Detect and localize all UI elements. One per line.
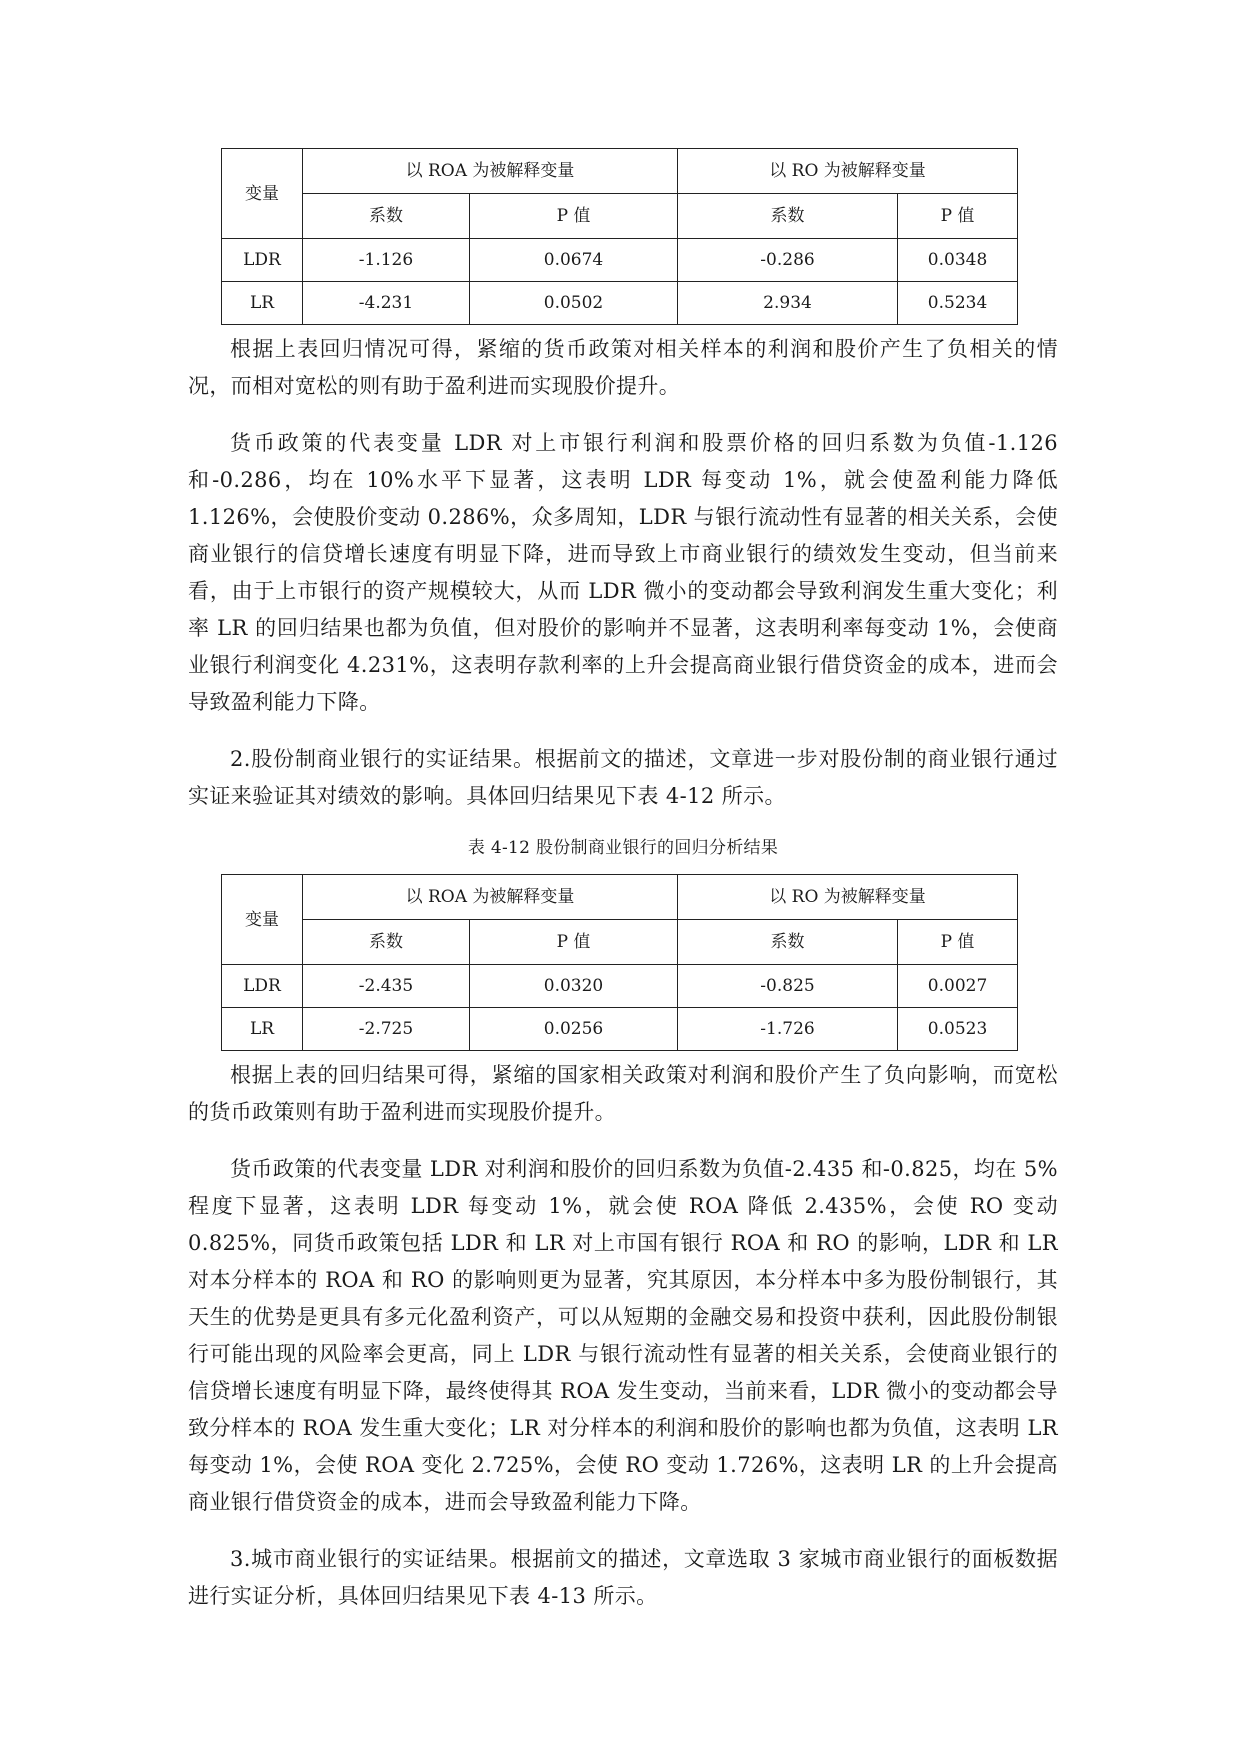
paragraph: 货币政策的代表变量 LDR 对上市银行利润和股票价格的回归系数为负值-1.126 和-0.286，均在 10%水平下显著，这表明 LDR 每变动 1%，就会使盈利能力降低 1.126%，会使股价变动 0.286%，众多周知，LDR 与银行流动性有显著的相关关系，会使商业银行的信贷增长速度有明显下降，进而导致上市商业银行的绩效发生变动，但当前来看，由于上市银行的资产规模较大，从而 LDR 微小的变动都会导致利润发生重大变化；利率 LR 的回归结果也都为负值，但对股价的影响并不显著，这表明利率每变动 1%，会使商业银行利润变化 4.231%，这表明存款利率的上升会提高商业银行借贷资金的成本，进而会导致盈利能力下降。 xyxy=(188,431,1058,714)
ro-p-header: P 值 xyxy=(898,194,1018,239)
regression-table-2 xyxy=(221,874,1018,1051)
roa-coef-header: 系数 xyxy=(303,194,470,239)
table-row xyxy=(222,239,1018,282)
ro-p-cell: 0.0523 xyxy=(898,1008,1018,1051)
roa-coef-header: 系数 xyxy=(303,920,470,965)
paragraph: 根据上表的回归结果可得，紧缩的国家相关政策对利润和股价产生了负向影响，而宽松的货币政策则有助于盈利进而实现股价提升。 xyxy=(188,1063,1058,1124)
paragraph: 根据上表回归情况可得，紧缩的货币政策对相关样本的利润和股价产生了负相关的情况，而相对宽松的则有助于盈利进而实现股价提升。 xyxy=(188,337,1058,398)
regression-table-1 xyxy=(221,148,1018,325)
roa-group-header: 以 ROA 为被解释变量 xyxy=(303,149,678,194)
roa-group-header: 以 ROA 为被解释变量 xyxy=(303,875,678,920)
ro-coef-cell: -1.726 xyxy=(678,1008,898,1051)
roa-p-cell: 0.0674 xyxy=(470,239,678,282)
ro-group-header: 以 RO 为被解释变量 xyxy=(678,875,1018,920)
roa-p-header: P 值 xyxy=(470,194,678,239)
roa-coef-cell: -2.435 xyxy=(303,965,470,1008)
ro-coef-cell: 2.934 xyxy=(678,282,898,325)
ro-p-cell: 0.0027 xyxy=(898,965,1018,1008)
roa-coef-cell: -2.725 xyxy=(303,1008,470,1051)
variable-cell: LR xyxy=(222,1008,303,1051)
table-corner-cell: 变量 xyxy=(222,875,303,965)
paragraph: 货币政策的代表变量 LDR 对利润和股价的回归系数为负值-2.435 和-0.825，均在 5%程度下显著，这表明 LDR 每变动 1%，就会使 ROA 降低 2.435%，会使 RO 变动 0.825%，同货币政策包括 LDR 和 LR 对上市国有银行 ROA 和 RO 的影响，LDR 和 LR 对本分样本的 ROA 和 RO 的影响则更为显著，究其原因，本分样本中多为股份制银行，其天生的优势是更具有多元化盈利资产，可以从短期的金融交易和投资中获利，因此股份制银行可能出现的风险率会更高，同上 LDR 与银行流动性有显著的相关关系，会使商业银行的信贷增长速度有明显下降，最终使得其 ROA 发生变动，当前来看，LDR 微小的变动都会导致分样本的 ROA 发生重大变化；LR 对分样本的利润和股价的影响也都为负值，这表明 LR 每变动 1%，会使 ROA 变化 2.725%，会使 RO 变动 1.726%，这表明 LR 的上升会提高商业银行借贷资金的成本，进而会导致盈利能力下降。 xyxy=(188,1157,1058,1514)
ro-coef-cell: -0.286 xyxy=(678,239,898,282)
roa-coef-cell: -1.126 xyxy=(303,239,470,282)
roa-p-header: P 值 xyxy=(470,920,678,965)
paragraph: 3.城市商业银行的实证结果。根据前文的描述，文章选取 3 家城市商业银行的面板数据进行实证分析，具体回归结果见下表 4-13 所示。 xyxy=(188,1547,1058,1608)
ro-p-cell: 0.0348 xyxy=(898,239,1018,282)
table-row xyxy=(222,965,1018,1008)
ro-p-header: P 值 xyxy=(898,920,1018,965)
table-caption: 表 4-12 股份制商业银行的回归分析结果 xyxy=(467,838,779,858)
document-page xyxy=(188,148,1058,1615)
roa-p-cell: 0.0320 xyxy=(470,965,678,1008)
ro-p-cell: 0.5234 xyxy=(898,282,1018,325)
ro-coef-cell: -0.825 xyxy=(678,965,898,1008)
ro-coef-header: 系数 xyxy=(678,194,898,239)
table-corner-cell: 变量 xyxy=(222,149,303,239)
variable-cell: LDR xyxy=(222,239,303,282)
variable-cell: LR xyxy=(222,282,303,325)
ro-coef-header: 系数 xyxy=(678,920,898,965)
table-row xyxy=(222,1008,1018,1051)
table-row xyxy=(222,282,1018,325)
paragraph: 2.股份制商业银行的实证结果。根据前文的描述，文章进一步对股份制的商业银行通过实证来验证其对绩效的影响。具体回归结果见下表 4-12 所示。 xyxy=(188,747,1058,808)
roa-p-cell: 0.0256 xyxy=(470,1008,678,1051)
roa-coef-cell: -4.231 xyxy=(303,282,470,325)
variable-cell: LDR xyxy=(222,965,303,1008)
ro-group-header: 以 RO 为被解释变量 xyxy=(678,149,1018,194)
roa-p-cell: 0.0502 xyxy=(470,282,678,325)
